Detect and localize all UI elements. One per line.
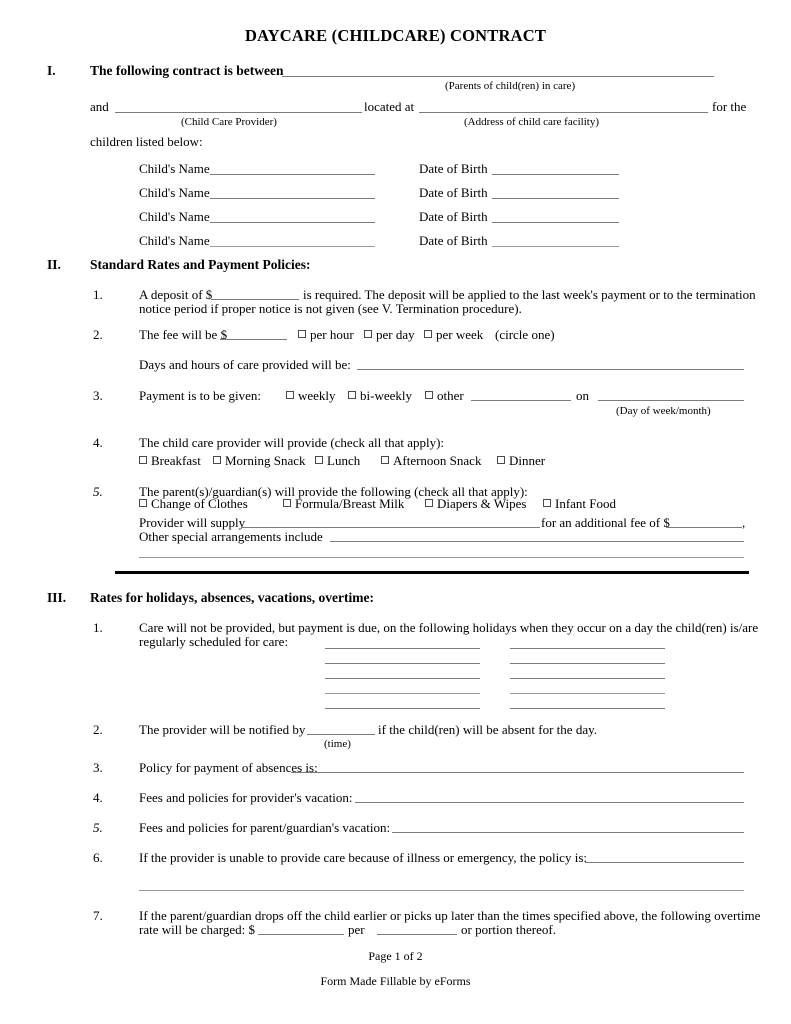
section-2-heading: Standard Rates and Payment Policies:	[90, 257, 311, 272]
additional-fee-blank[interactable]	[666, 527, 742, 528]
payment-biweekly-label: bi-weekly	[360, 388, 412, 403]
child-name-blank-2[interactable]	[210, 198, 375, 199]
child-dob-label-2: Date of Birth	[419, 185, 488, 200]
fee-per-day-option[interactable]	[364, 327, 415, 343]
meal-lunch-option[interactable]	[315, 453, 360, 469]
other-arrangements-blank-2[interactable]	[139, 557, 744, 558]
deposit-text-suffix: is required. The deposit will be applied to the last week's payment or to the termination	[303, 287, 756, 302]
fee-per-hour-option[interactable]	[298, 327, 354, 343]
payment-weekly-option[interactable]	[286, 388, 336, 404]
parents-name-blank[interactable]	[282, 76, 714, 77]
meal-afternoon-snack-option[interactable]	[381, 453, 481, 469]
section-3-item-7-number: 7.	[93, 908, 103, 923]
payment-on-word: on	[576, 388, 589, 403]
provider-provides-label: The child care provider will provide (check all that apply):	[139, 435, 445, 450]
provider-supply-blank[interactable]	[242, 527, 540, 528]
checkbox-icon[interactable]	[213, 456, 221, 464]
supply-change-clothes-option[interactable]	[139, 496, 248, 512]
parents-caption: (Parents of child(ren) in care)	[445, 80, 576, 92]
child-name-blank-4[interactable]	[210, 246, 375, 247]
checkbox-icon[interactable]	[286, 391, 294, 399]
illness-policy-label: If the provider is unable to provide care because of illness or emergency, the policy is:	[139, 850, 587, 865]
deposit-text-line2: notice period if proper notice is not given (see V. Termination procedure).	[139, 301, 522, 316]
section-3-heading: Rates for holidays, absences, vacations, overtime:	[90, 590, 374, 605]
section-1-numeral: I.	[47, 63, 56, 78]
address-caption: (Address of child care facility)	[464, 116, 599, 128]
section-2-numeral: II.	[47, 257, 61, 272]
section-3-item-5-number: 5.	[93, 820, 103, 835]
section-2-item-5-number: 5.	[93, 484, 103, 499]
checkbox-icon[interactable]	[425, 391, 433, 399]
days-hours-label: Days and hours of care provided will be:	[139, 357, 351, 372]
holiday-blank-r2c1[interactable]	[325, 663, 480, 664]
section-2-item-3-number: 3.	[93, 388, 103, 403]
section-2-item-4-number: 4.	[93, 435, 103, 450]
payment-given-label: Payment is to be given:	[139, 388, 262, 403]
absence-policy-label: Policy for payment of absences is:	[139, 760, 318, 775]
meal-breakfast-option[interactable]	[139, 453, 201, 469]
notify-text-prefix: The provider will be notified by	[139, 722, 306, 737]
section-3-numeral: III.	[47, 590, 67, 605]
child-dob-blank-4[interactable]	[492, 246, 619, 247]
checkbox-icon[interactable]	[315, 456, 323, 464]
section-2-item-2-number: 2.	[93, 327, 103, 342]
holidays-text-line2: regularly scheduled for care:	[139, 634, 289, 649]
checkbox-icon[interactable]	[139, 456, 147, 464]
fee-text-prefix: The fee will be $	[139, 327, 228, 342]
day-of-week-caption: (Day of week/month)	[616, 405, 711, 417]
child-dob-label-3: Date of Birth	[419, 209, 488, 224]
facility-address-blank[interactable]	[419, 112, 708, 113]
supply-diapers-option[interactable]	[425, 496, 527, 512]
fee-per-week-label: per week	[436, 327, 484, 342]
for-the-label: for the	[712, 99, 747, 114]
checkbox-icon[interactable]	[348, 391, 356, 399]
absence-policy-blank[interactable]	[291, 772, 744, 773]
supply-change-clothes-label: Change of Clothes	[151, 496, 248, 511]
holiday-blank-r3c1[interactable]	[325, 678, 480, 679]
child-name-label-4: Child's Name	[139, 233, 210, 248]
time-caption: (time)	[324, 738, 351, 750]
parent-vacation-blank[interactable]	[392, 832, 744, 833]
meal-dinner-option[interactable]	[497, 453, 545, 469]
additional-fee-label: for an additional fee of $	[541, 515, 670, 530]
holidays-text-line1: Care will not be provided, but payment is due, on the following holidays when they occur on a day the child(ren) is/are	[139, 620, 759, 635]
child-name-blank-3[interactable]	[210, 222, 375, 223]
page-number-footer: Page 1 of 2	[368, 949, 423, 963]
located-at-label: located at	[364, 99, 415, 114]
deposit-text-prefix: A deposit of $	[139, 287, 213, 302]
child-name-blank-1[interactable]	[210, 174, 375, 175]
meal-morning-snack-option[interactable]	[213, 453, 306, 469]
holiday-blank-r5c1[interactable]	[325, 708, 480, 709]
checkbox-icon[interactable]	[298, 330, 306, 338]
provider-vacation-blank[interactable]	[355, 802, 744, 803]
holiday-blank-r5c2[interactable]	[510, 708, 665, 709]
supply-diapers-label: Diapers & Wipes	[437, 496, 527, 511]
checkbox-icon[interactable]	[425, 499, 433, 507]
notify-time-blank[interactable]	[307, 734, 375, 735]
checkbox-icon[interactable]	[139, 499, 147, 507]
meal-lunch-label: Lunch	[327, 453, 361, 468]
overtime-text-suffix: or portion thereof.	[461, 922, 556, 937]
supply-infant-food-label: Infant Food	[555, 496, 617, 511]
child-dob-blank-3[interactable]	[492, 222, 619, 223]
holiday-blank-r2c2[interactable]	[510, 663, 665, 664]
circle-one-note: (circle one)	[495, 327, 555, 342]
holiday-blank-r4c1[interactable]	[325, 693, 480, 694]
overtime-unit-blank[interactable]	[377, 934, 457, 935]
children-listed-label: children listed below:	[90, 134, 203, 149]
fee-per-day-label: per day	[376, 327, 415, 342]
fee-per-hour-label: per hour	[310, 327, 354, 342]
holiday-blank-r1c1[interactable]	[325, 648, 480, 649]
payment-other-label: other	[437, 388, 464, 403]
meal-dinner-label: Dinner	[509, 453, 546, 468]
checkbox-icon[interactable]	[364, 330, 372, 338]
parent-provides-label: The parent(s)/guardian(s) will provide the following (check all that apply):	[139, 484, 528, 499]
child-dob-blank-1[interactable]	[492, 174, 619, 175]
provider-supply-label: Provider will supply	[139, 515, 246, 530]
checkbox-icon[interactable]	[543, 499, 551, 507]
meal-breakfast-label: Breakfast	[151, 453, 201, 468]
section-3-item-2-number: 2.	[93, 722, 103, 737]
child-name-label-1: Child's Name	[139, 161, 210, 176]
payment-biweekly-option[interactable]	[348, 388, 412, 404]
overtime-text-prefix: rate will be charged: $	[139, 922, 255, 937]
fee-amount-blank[interactable]	[220, 339, 287, 340]
section-3-item-4-number: 4.	[93, 790, 103, 805]
overtime-per-word: per	[348, 922, 365, 937]
other-arrangements-blank-1[interactable]	[330, 541, 744, 542]
provider-name-blank[interactable]	[115, 112, 362, 113]
holiday-blank-r4c2[interactable]	[510, 693, 665, 694]
holiday-blank-r3c2[interactable]	[510, 678, 665, 679]
overtime-rate-blank[interactable]	[258, 934, 344, 935]
child-name-label-2: Child's Name	[139, 185, 210, 200]
illness-policy-blank-2[interactable]	[139, 890, 744, 891]
deposit-amount-blank[interactable]	[211, 299, 299, 300]
meal-morning-snack-label: Morning Snack	[225, 453, 306, 468]
checkbox-icon[interactable]	[381, 456, 389, 464]
payment-other-blank[interactable]	[471, 400, 571, 401]
child-dob-label-1: Date of Birth	[419, 161, 488, 176]
page-title: DAYCARE (CHILDCARE) CONTRACT	[244, 26, 547, 45]
supply-formula-label: Formula/Breast Milk	[295, 496, 405, 511]
section-3-item-1-number: 1.	[93, 620, 103, 635]
notify-text-suffix: if the child(ren) will be absent for the day.	[378, 722, 597, 737]
additional-fee-comma: ,	[742, 515, 746, 530]
checkbox-icon[interactable]	[497, 456, 505, 464]
section-1-heading: The following contract is between	[90, 63, 284, 78]
form-credit-footer: Form Made Fillable by eForms	[320, 974, 471, 988]
payment-day-blank[interactable]	[598, 400, 744, 401]
payment-other-option[interactable]	[425, 388, 464, 404]
parent-vacation-label: Fees and policies for parent/guardian's vacation:	[139, 820, 391, 835]
payment-weekly-label: weekly	[298, 388, 336, 403]
supply-infant-food-option[interactable]	[543, 496, 616, 512]
checkbox-icon[interactable]	[283, 499, 291, 507]
section-3-item-6-number: 6.	[93, 850, 103, 865]
child-name-label-3: Child's Name	[139, 209, 210, 224]
section-divider	[115, 571, 749, 574]
illness-policy-blank-1[interactable]	[585, 862, 744, 863]
holiday-blank-r1c2[interactable]	[510, 648, 665, 649]
child-dob-blank-2[interactable]	[492, 198, 619, 199]
other-arrangements-label: Other special arrangements include	[139, 529, 323, 544]
checkbox-icon[interactable]	[424, 330, 432, 338]
meal-afternoon-snack-label: Afternoon Snack	[393, 453, 482, 468]
child-dob-label-4: Date of Birth	[419, 233, 488, 248]
days-hours-blank[interactable]	[357, 369, 744, 370]
fee-per-week-option[interactable]	[424, 327, 483, 343]
and-word: and	[90, 99, 109, 114]
supply-formula-option[interactable]	[283, 496, 404, 512]
provider-caption: (Child Care Provider)	[181, 116, 277, 128]
overtime-text-line1: If the parent/guardian drops off the child earlier or picks up later than the times specified above, the following overtime	[139, 908, 761, 923]
provider-vacation-label: Fees and policies for provider's vacation:	[139, 790, 353, 805]
section-3-item-3-number: 3.	[93, 760, 103, 775]
section-2-item-1-number: 1.	[93, 287, 103, 302]
